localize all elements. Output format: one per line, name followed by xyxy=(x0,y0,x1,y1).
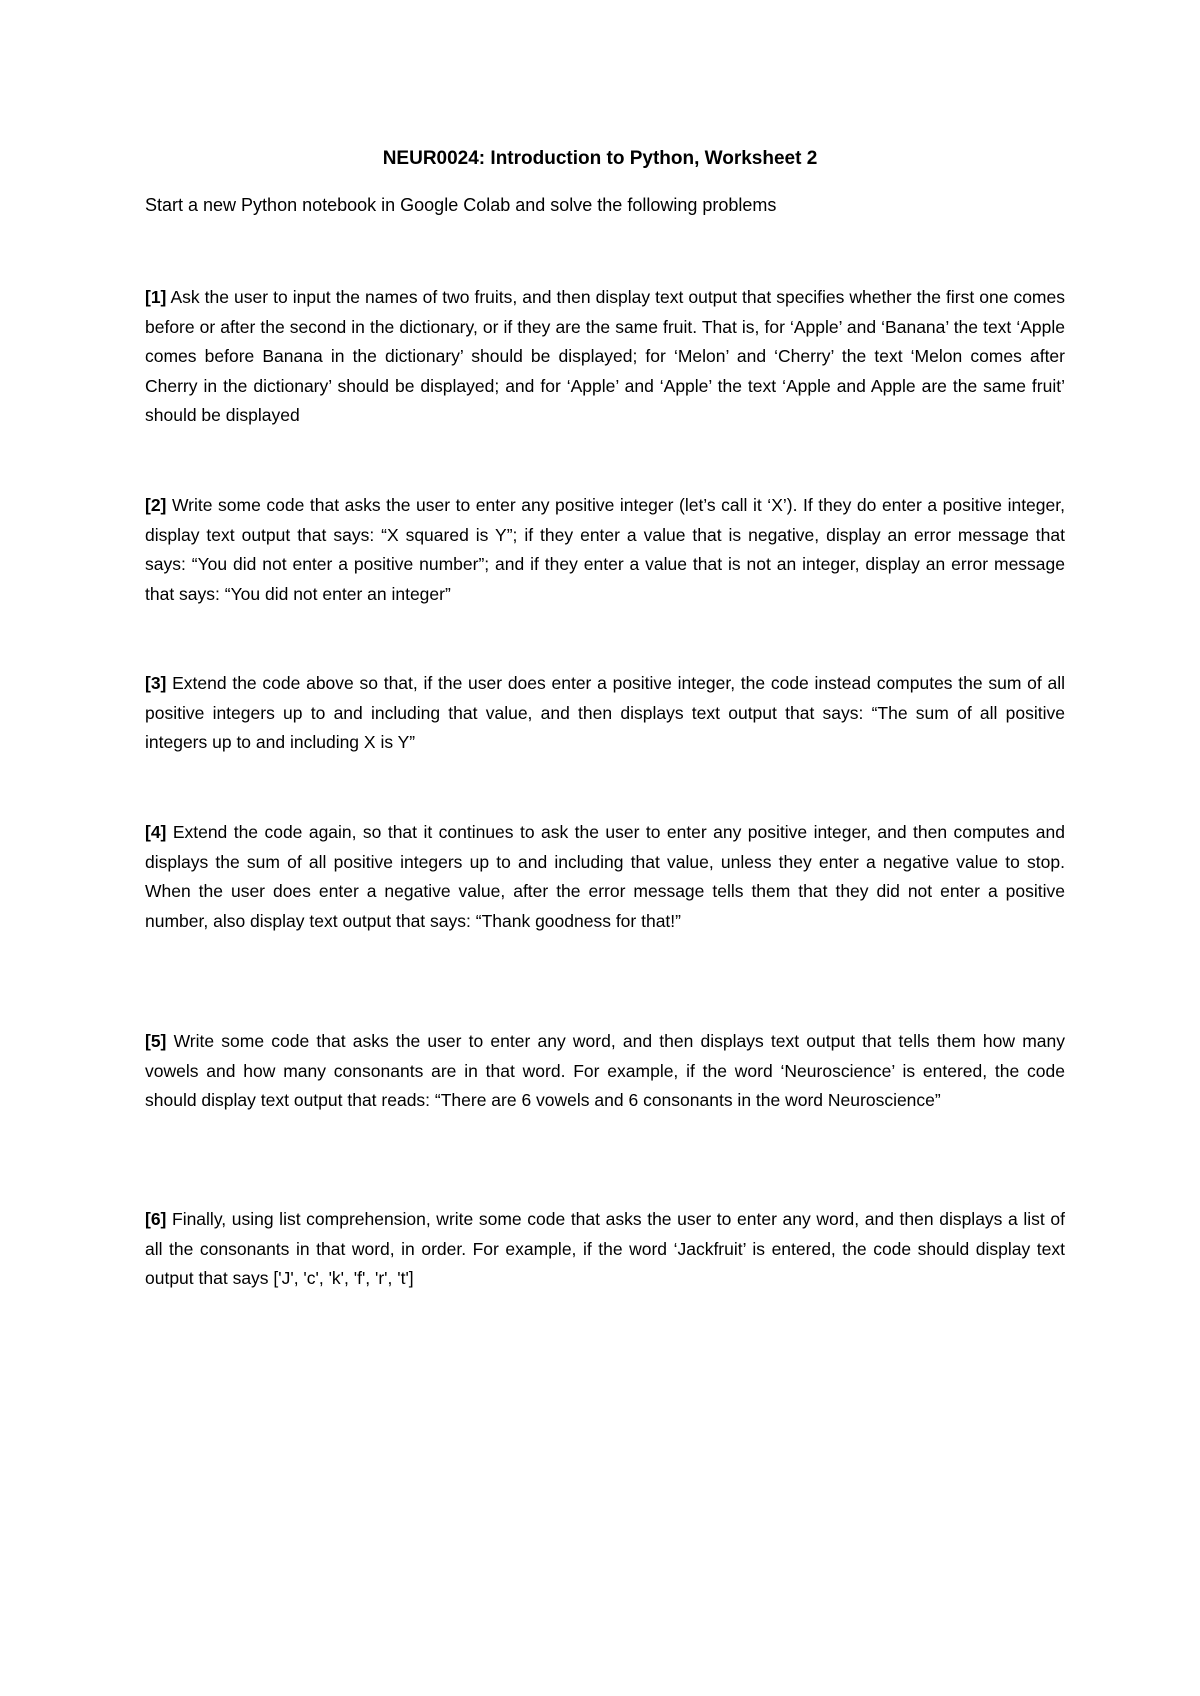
problem-4 xyxy=(145,818,1065,936)
problem-6 xyxy=(145,1205,1065,1294)
problem-number: [6] xyxy=(145,1209,167,1229)
problem-number: [3] xyxy=(145,673,167,693)
problem-1 xyxy=(145,283,1065,431)
problem-text: Write some code that asks the user to enter any word, and then displays text output that tells them how many vowels and how many consonants are in that word. For example, if the word ‘Neuroscience’ is entered, the code should display text output that reads: “There are 6 vowels and 6 consonants in the word Neuroscience” xyxy=(145,1031,1065,1110)
problem-text: Finally, using list comprehension, write some code that asks the user to enter any word, and then displays a list of all the consonants in that word, in order. For example, if the word ‘Jackfruit’ is entered, the code should display text output that says ['J', 'c', 'k', 'f', 'r', 't'] xyxy=(145,1209,1065,1288)
problem-3 xyxy=(145,669,1065,758)
page-title: NEUR0024: Introduction to Python, Worksheet 2 xyxy=(382,148,818,169)
problem-5 xyxy=(145,1027,1065,1116)
problem-text: Ask the user to input the names of two fruits, and then display text output that specifies whether the first one comes before or after the second in the dictionary, or if they are the same fruit. That is, for ‘Apple’ and ‘Banana’ the text ‘Apple comes before Banana in the dictionary’ should be displayed; for ‘Melon’ and ‘Cherry’ the text ‘Melon comes after Cherry in the dictionary’ should be displayed; and for ‘Apple’ and ‘Apple’ the text ‘Apple and Apple are the same fruit’ should be displayed xyxy=(145,287,1065,425)
problem-number: [4] xyxy=(145,822,167,842)
problem-text: Extend the code again, so that it continues to ask the user to enter any positive integer, and then computes and displays the sum of all positive integers up to and including that value, unless they enter a negative value to stop. When the user does enter a negative value, after the error message tells them that they did not enter a positive number, also display text output that says: “Thank goodness for that!” xyxy=(145,822,1065,931)
problem-text: Extend the code above so that, if the user does enter a positive integer, the code instead computes the sum of all positive integers up to and including that value, and then displays text output that says: “The sum of all positive integers up to and including X is Y” xyxy=(145,673,1065,752)
problem-number: [5] xyxy=(145,1031,167,1051)
problem-2 xyxy=(145,491,1065,609)
problem-text: Write some code that asks the user to enter any positive integer (let’s call it ‘X’). If they do enter a positive integer, display text output that says: “X squared is Y”; if they enter a value that is negative, display an error message that says: “You did not enter a positive number”; and if they enter a value that is not an integer, display an error message that says: “You did not enter an integer” xyxy=(145,495,1065,604)
problem-number: [2] xyxy=(145,495,167,515)
problem-number: [1] xyxy=(145,287,167,307)
intro-text: Start a new Python notebook in Google Colab and solve the following problems xyxy=(145,195,777,215)
